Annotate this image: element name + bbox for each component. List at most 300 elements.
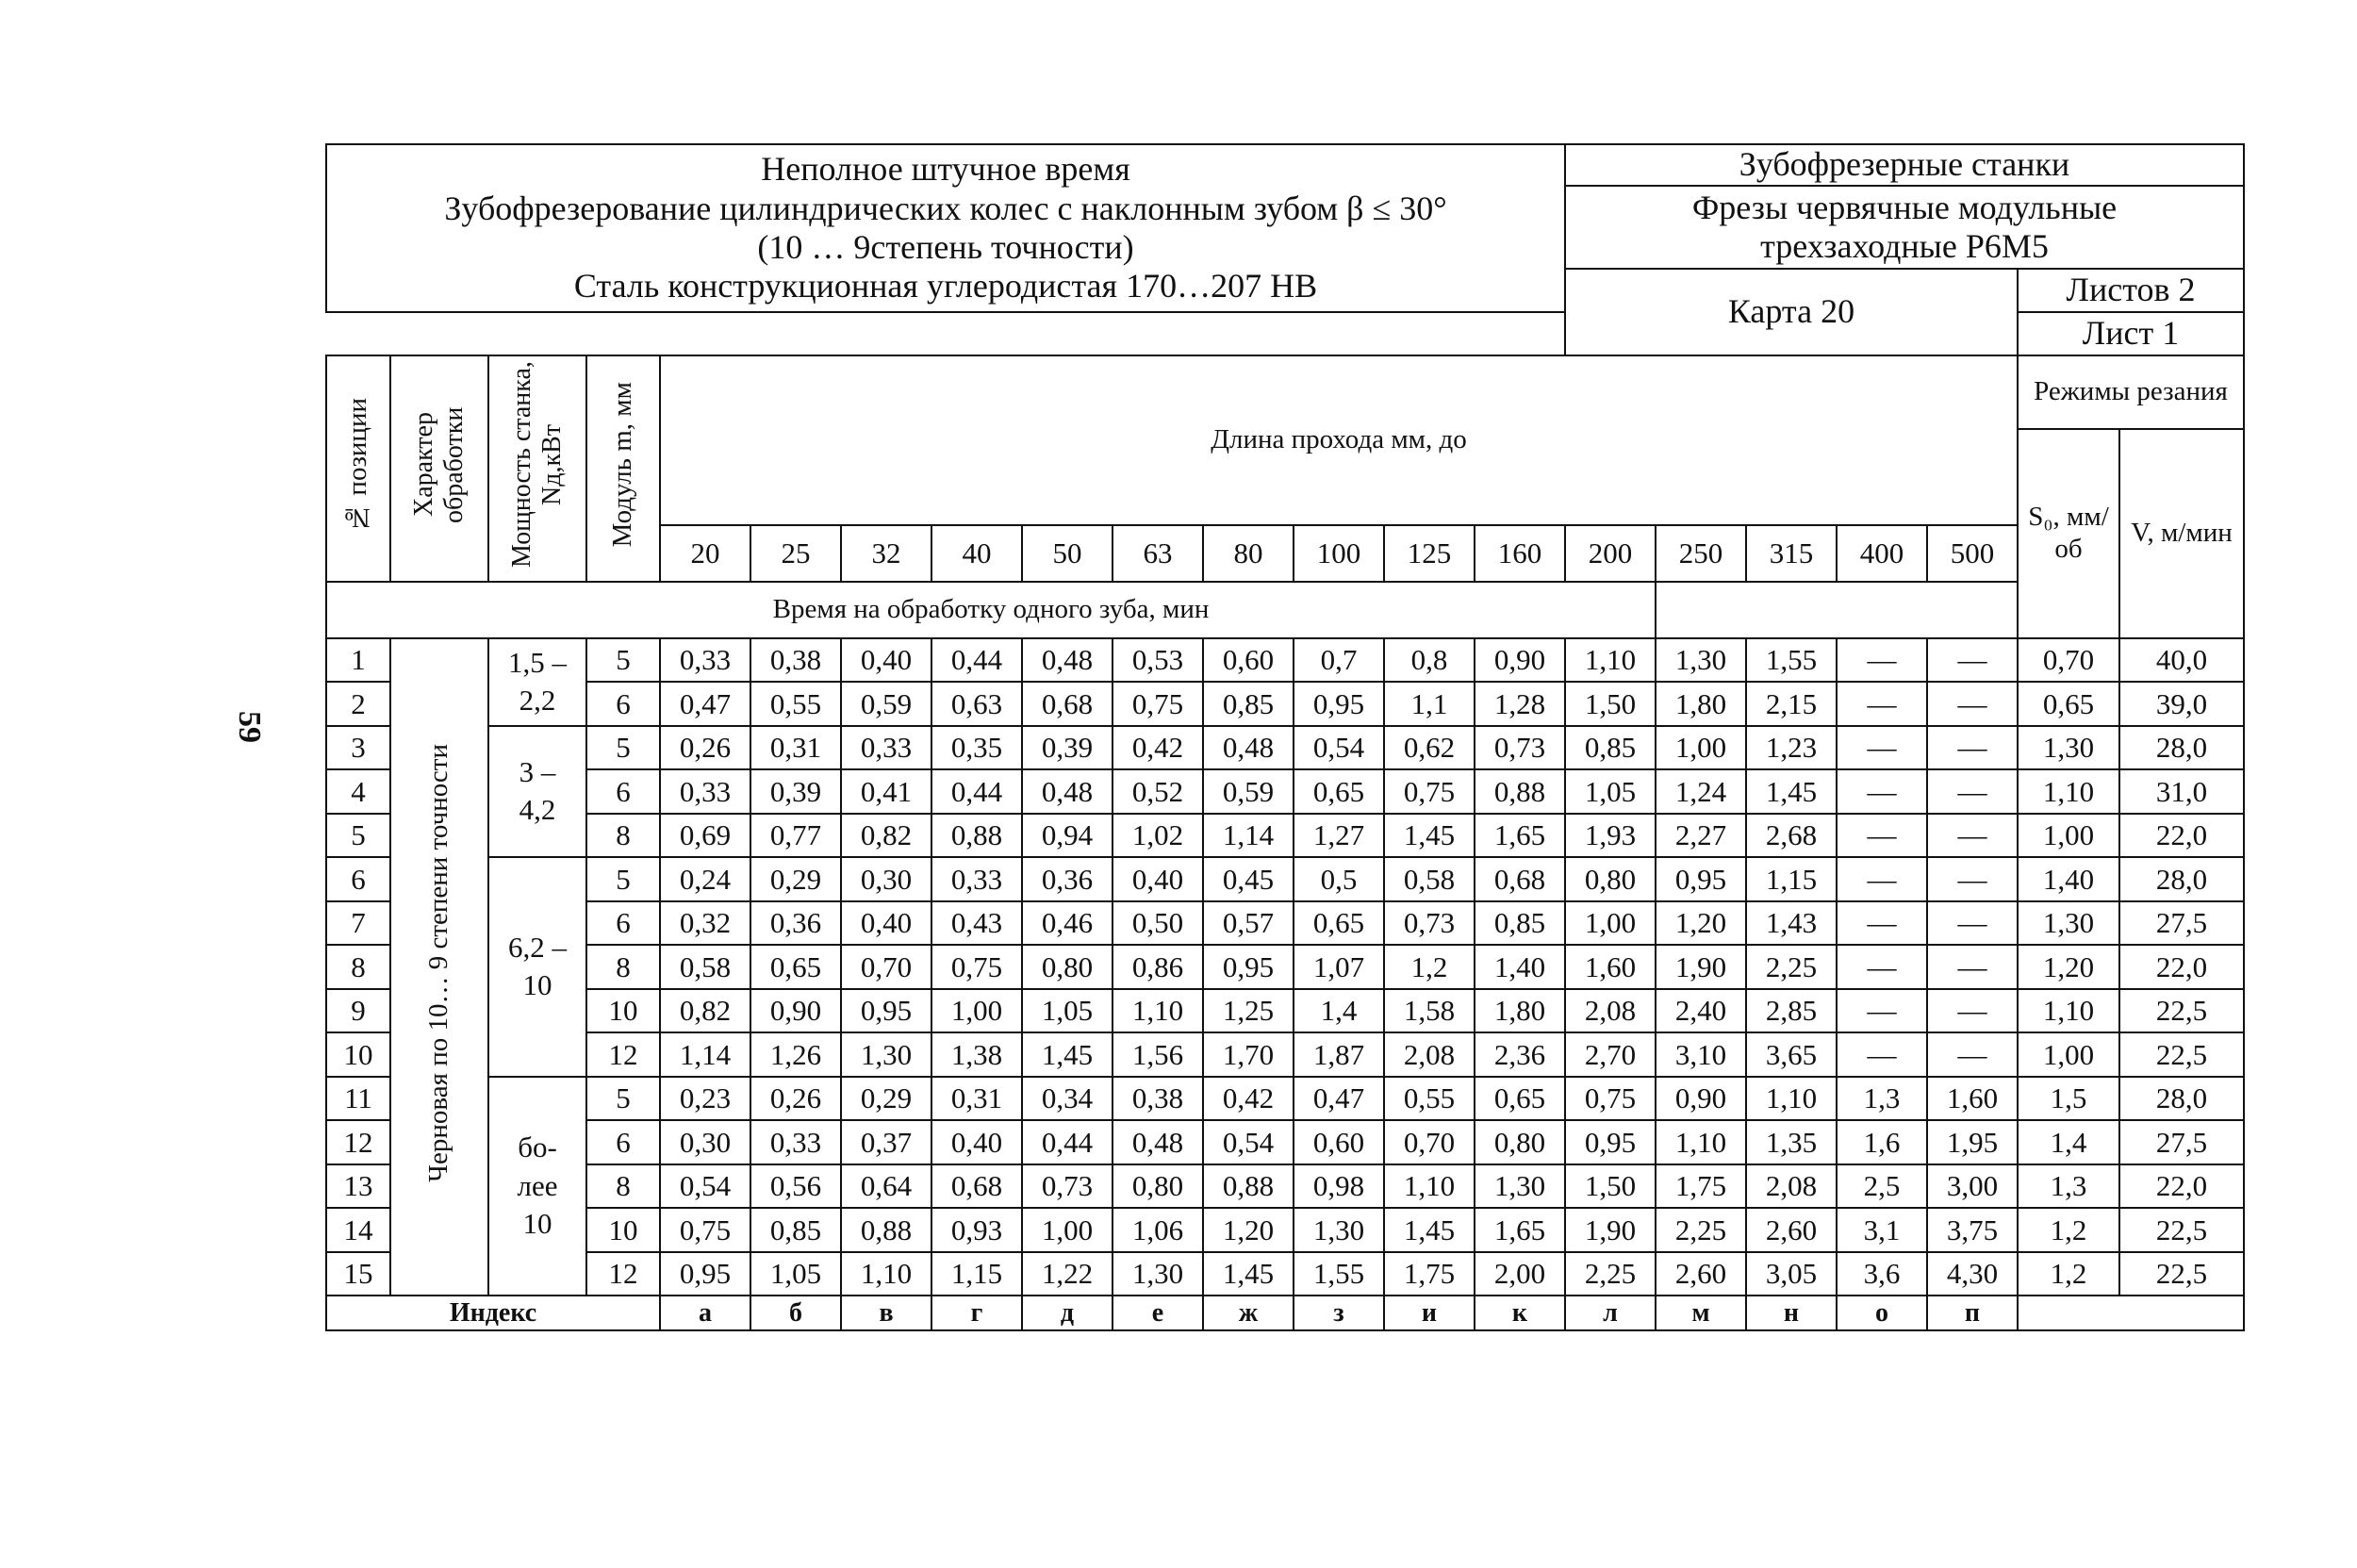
time-cell: 1,65: [1475, 814, 1565, 858]
time-cell: 1,30: [841, 1032, 931, 1077]
position-cell: 14: [326, 1208, 390, 1252]
time-cell: 0,59: [1203, 769, 1294, 814]
time-cell: 1,24: [1656, 769, 1746, 814]
time-cell: —: [1837, 857, 1927, 901]
time-cell: —: [1927, 857, 2018, 901]
time-cell: 1,30: [1475, 1164, 1565, 1209]
time-cell: 0,62: [1384, 726, 1475, 770]
time-cell: 2,25: [1565, 1252, 1656, 1296]
time-cell: 1,20: [1203, 1208, 1294, 1252]
time-cell: 1,23: [1746, 726, 1837, 770]
speed-cell: 27,5: [2119, 901, 2244, 946]
time-cell: 0,68: [1475, 857, 1565, 901]
sheet-number: Лист 1: [2018, 312, 2244, 355]
time-cell: 1,3: [1837, 1077, 1927, 1121]
index-letter: е: [1113, 1296, 1203, 1330]
time-cell: 0,31: [931, 1077, 1022, 1121]
time-cell: 0,95: [1656, 857, 1746, 901]
time-cell: 0,35: [931, 726, 1022, 770]
time-cell: 0,40: [841, 901, 931, 946]
time-cell: —: [1927, 945, 2018, 989]
time-cell: 0,53: [1113, 638, 1203, 683]
table-row: [326, 1032, 2244, 1077]
time-cell: 1,02: [1113, 814, 1203, 858]
time-cell: 1,06: [1113, 1208, 1203, 1252]
time-cell: 1,75: [1384, 1252, 1475, 1296]
table-row: [326, 989, 2244, 1033]
length-400: 400: [1837, 525, 1927, 582]
time-cell: 0,85: [1475, 901, 1565, 946]
time-cell: 1,58: [1384, 989, 1475, 1033]
time-cell: 0,33: [660, 638, 750, 683]
time-cell: —: [1927, 769, 2018, 814]
speed-cell: 22,5: [2119, 1208, 2244, 1252]
time-cell: 0,40: [841, 638, 931, 683]
time-cell: 0,44: [1022, 1120, 1113, 1164]
time-cell: 4,30: [1927, 1252, 2018, 1296]
page-number: 59: [232, 711, 267, 743]
module-cell: 6: [586, 682, 660, 726]
time-cell: 0,90: [1656, 1077, 1746, 1121]
speed-cell: 22,5: [2119, 1252, 2244, 1296]
feed-cell: 1,00: [2018, 1032, 2119, 1077]
time-cell: 0,95: [841, 989, 931, 1033]
table-row: [326, 1252, 2244, 1296]
speed-cell: 22,0: [2119, 1164, 2244, 1209]
time-cell: 1,14: [660, 1032, 750, 1077]
time-cell: 0,47: [660, 682, 750, 726]
time-cell: 0,34: [1022, 1077, 1113, 1121]
table-row: [326, 769, 2244, 814]
index-letter: г: [931, 1296, 1022, 1330]
time-cell: 3,75: [1927, 1208, 2018, 1252]
time-cell: 0,57: [1203, 901, 1294, 946]
time-cell: 2,27: [1656, 814, 1746, 858]
time-cell: 0,46: [1022, 901, 1113, 946]
position-cell: 8: [326, 945, 390, 989]
time-cell: 1,80: [1656, 682, 1746, 726]
position-cell: 6: [326, 857, 390, 901]
position-cell: 1: [326, 638, 390, 683]
position-cell: 3: [326, 726, 390, 770]
time-cell: 0,82: [841, 814, 931, 858]
time-cell: 1,10: [1113, 989, 1203, 1033]
time-cell: 0,59: [841, 682, 931, 726]
time-cell: 0,55: [750, 682, 841, 726]
length-80: 80: [1203, 525, 1294, 582]
index-letter: и: [1384, 1296, 1475, 1330]
index-letter: м: [1656, 1296, 1746, 1330]
time-cell: 3,00: [1927, 1164, 2018, 1209]
time-cell: 2,85: [1746, 989, 1837, 1033]
index-letter: б: [750, 1296, 841, 1330]
table-row: [326, 638, 2244, 683]
length-63: 63: [1113, 525, 1203, 582]
index-letter: н: [1746, 1296, 1837, 1330]
time-cell: 0,75: [1113, 682, 1203, 726]
time-cell: 1,10: [1656, 1120, 1746, 1164]
time-cell: 0,93: [931, 1208, 1022, 1252]
module-cell: 10: [586, 1208, 660, 1252]
time-cell: 1,15: [1746, 857, 1837, 901]
length-25: 25: [750, 525, 841, 582]
modes-header: Режимы резания: [2018, 355, 2244, 429]
module-cell: 5: [586, 638, 660, 683]
time-cell: 0,69: [660, 814, 750, 858]
time-cell: 1,26: [750, 1032, 841, 1077]
time-cell: 0,52: [1113, 769, 1203, 814]
time-cell: 0,90: [750, 989, 841, 1033]
time-cell: 1,22: [1022, 1252, 1113, 1296]
time-cell: 1,15: [931, 1252, 1022, 1296]
machine-type: Зубофрезерные станки: [1565, 144, 2244, 186]
time-cell: 0,63: [931, 682, 1022, 726]
time-cell: 0,47: [1294, 1077, 1384, 1121]
time-cell: 0,73: [1022, 1164, 1113, 1209]
feed-cell: 1,20: [2018, 945, 2119, 989]
time-cell: 0,44: [931, 638, 1022, 683]
time-cell: —: [1837, 1032, 1927, 1077]
time-cell: —: [1837, 945, 1927, 989]
time-cell: 1,60: [1565, 945, 1656, 989]
length-100: 100: [1294, 525, 1384, 582]
feed-header: S₀, мм/ об: [2018, 429, 2119, 638]
table-row: [326, 1208, 2244, 1252]
time-cell: 2,60: [1656, 1252, 1746, 1296]
time-cell: 1,10: [1384, 1164, 1475, 1209]
module-cell: 8: [586, 814, 660, 858]
time-cell: 0,50: [1113, 901, 1203, 946]
time-cell: —: [1837, 989, 1927, 1033]
time-cell: 3,65: [1746, 1032, 1837, 1077]
card-number: Карта 20: [1565, 269, 2018, 355]
time-cell: 0,42: [1113, 726, 1203, 770]
speed-cell: 27,5: [2119, 1120, 2244, 1164]
time-cell: 0,88: [1203, 1164, 1294, 1209]
time-cell: 0,42: [1203, 1077, 1294, 1121]
feed-cell: 1,00: [2018, 814, 2119, 858]
time-cell: 1,10: [841, 1252, 931, 1296]
time-cell: 0,48: [1022, 769, 1113, 814]
module-cell: 5: [586, 857, 660, 901]
time-cell: 0,48: [1022, 638, 1113, 683]
time-cell: 1,40: [1475, 945, 1565, 989]
time-cell: 0,32: [660, 901, 750, 946]
time-cell: 0,38: [750, 638, 841, 683]
feed-cell: 1,2: [2018, 1252, 2119, 1296]
time-cell: 0,29: [841, 1077, 931, 1121]
speed-cell: 31,0: [2119, 769, 2244, 814]
feed-cell: 1,30: [2018, 901, 2119, 946]
index-blank: [2018, 1296, 2244, 1330]
time-cell: 0,88: [1475, 769, 1565, 814]
time-cell: 0,31: [750, 726, 841, 770]
col-position-label: № позиции: [342, 397, 373, 533]
table-row: [326, 726, 2244, 770]
time-cell: 1,05: [1565, 769, 1656, 814]
time-cell: 0,30: [660, 1120, 750, 1164]
index-letter: к: [1475, 1296, 1565, 1330]
time-cell: 0,80: [1113, 1164, 1203, 1209]
feed-cell: 1,2: [2018, 1208, 2119, 1252]
index-label: Индекс: [326, 1296, 660, 1330]
table-row: [326, 857, 2244, 901]
col-processing: [390, 355, 488, 582]
time-cell: 0,8: [1384, 638, 1475, 683]
position-cell: 12: [326, 1120, 390, 1164]
time-cell: 0,64: [841, 1164, 931, 1209]
time-cell: 2,40: [1656, 989, 1746, 1033]
time-cell: 0,26: [750, 1077, 841, 1121]
time-cell: 1,70: [1203, 1032, 1294, 1077]
time-cell: 0,58: [1384, 857, 1475, 901]
time-cell: 1,1: [1384, 682, 1475, 726]
time-cell: —: [1927, 901, 2018, 946]
module-cell: 8: [586, 945, 660, 989]
processing-label: Черновая по 10… 9 степени точности: [423, 744, 454, 1182]
table-row: [326, 1164, 2244, 1209]
index-letter: ж: [1203, 1296, 1294, 1330]
length-header: Длина прохода мм, до: [660, 355, 2018, 525]
time-cell: —: [1837, 814, 1927, 858]
time-cell: 0,88: [841, 1208, 931, 1252]
module-cell: 12: [586, 1032, 660, 1077]
time-cell: —: [1927, 814, 2018, 858]
module-cell: 5: [586, 1077, 660, 1121]
time-cell: 0,48: [1113, 1120, 1203, 1164]
time-cell: 1,55: [1294, 1252, 1384, 1296]
time-cell: 0,68: [1022, 682, 1113, 726]
table-row: [326, 901, 2244, 946]
title-line-4: Сталь конструкционная углеродистая 170…207 НВ: [573, 267, 1318, 305]
time-cell: 0,39: [750, 769, 841, 814]
time-cell: 1,27: [1294, 814, 1384, 858]
time-cell: 2,25: [1656, 1208, 1746, 1252]
time-cell: 0,75: [1384, 769, 1475, 814]
speed-cell: 39,0: [2119, 682, 2244, 726]
time-cell: 1,4: [1294, 989, 1384, 1033]
module-cell: 6: [586, 1120, 660, 1164]
feed-cell: 0,70: [2018, 638, 2119, 683]
feed-cell: 1,10: [2018, 769, 2119, 814]
time-cell: 1,43: [1746, 901, 1837, 946]
time-cell: 1,56: [1113, 1032, 1203, 1077]
time-cell: 1,55: [1746, 638, 1837, 683]
time-cell: 1,93: [1565, 814, 1656, 858]
time-cell: 1,30: [1294, 1208, 1384, 1252]
time-cell: 0,77: [750, 814, 841, 858]
time-cell: 0,48: [1203, 726, 1294, 770]
position-cell: 15: [326, 1252, 390, 1296]
time-cell: 1,6: [1837, 1120, 1927, 1164]
time-cell: 1,60: [1927, 1077, 2018, 1121]
position-cell: 9: [326, 989, 390, 1033]
time-cell: 1,25: [1203, 989, 1294, 1033]
time-cell: —: [1927, 638, 2018, 683]
tool-line-2: трехзаходные Р6М5: [1760, 227, 2049, 265]
time-cell: 1,00: [931, 989, 1022, 1033]
time-cell: 1,38: [931, 1032, 1022, 1077]
time-cell: 1,35: [1746, 1120, 1837, 1164]
table-row: [326, 814, 2244, 858]
time-cell: 1,10: [1565, 638, 1656, 683]
feed-cell: 1,40: [2018, 857, 2119, 901]
time-cell: 0,95: [1294, 682, 1384, 726]
module-cell: 8: [586, 1164, 660, 1209]
speed-header: V, м/мин: [2119, 429, 2244, 638]
col-module-label: Модуль m, мм: [607, 382, 638, 548]
col-position: [326, 355, 390, 582]
title-spacer: [326, 312, 1565, 355]
time-cell: 0,80: [1475, 1120, 1565, 1164]
time-cell: 0,41: [841, 769, 931, 814]
time-cell: 2,70: [1565, 1032, 1656, 1077]
index-row: [326, 1296, 2244, 1330]
time-cell: 0,60: [1294, 1120, 1384, 1164]
feed-cell: 0,65: [2018, 682, 2119, 726]
time-cell: 2,60: [1746, 1208, 1837, 1252]
index-letter: п: [1927, 1296, 2018, 1330]
time-cell: 0,80: [1022, 945, 1113, 989]
time-cell: 0,65: [1294, 769, 1384, 814]
speed-cell: 22,0: [2119, 814, 2244, 858]
time-cell: 0,24: [660, 857, 750, 901]
time-cell: 0,36: [1022, 857, 1113, 901]
time-cell: 1,10: [1746, 1077, 1837, 1121]
time-cell: 0,44: [931, 769, 1022, 814]
index-letter: а: [660, 1296, 750, 1330]
time-cell: 0,95: [1565, 1120, 1656, 1164]
title-line-3: (10 … 9степень точности): [757, 228, 1134, 266]
time-cell: —: [1837, 901, 1927, 946]
time-cell: 1,80: [1475, 989, 1565, 1033]
length-32: 32: [841, 525, 931, 582]
position-cell: 5: [326, 814, 390, 858]
time-cell: 0,86: [1113, 945, 1203, 989]
position-cell: 11: [326, 1077, 390, 1121]
table-row: [326, 682, 2244, 726]
time-cell: 0,54: [1203, 1120, 1294, 1164]
time-cell: 0,73: [1384, 901, 1475, 946]
length-40: 40: [931, 525, 1022, 582]
table-row: [326, 945, 2244, 989]
speed-cell: 22,5: [2119, 1032, 2244, 1077]
data-body: [326, 638, 2244, 1296]
index-letter: д: [1022, 1296, 1113, 1330]
module-cell: 5: [586, 726, 660, 770]
time-header: Время на обработку одного зуба, мин: [326, 582, 1656, 638]
feed-cell: 1,30: [2018, 726, 2119, 770]
time-cell: 2,5: [1837, 1164, 1927, 1209]
time-cell: 0,26: [660, 726, 750, 770]
time-cell: 0,70: [1384, 1120, 1475, 1164]
length-125: 125: [1384, 525, 1475, 582]
module-cell: 10: [586, 989, 660, 1033]
time-cell: 1,30: [1113, 1252, 1203, 1296]
time-cell: 0,98: [1294, 1164, 1384, 1209]
power-group-cell: 3 – 4,2: [488, 726, 586, 858]
length-315: 315: [1746, 525, 1837, 582]
title-line-2: Зубофрезерование цилиндрических колес с наклонным зубом β ≤ 30°: [444, 189, 1447, 227]
time-cell: 0,70: [841, 945, 931, 989]
time-cell: 1,14: [1203, 814, 1294, 858]
time-cell: 0,95: [1203, 945, 1294, 989]
time-cell: 2,00: [1475, 1252, 1565, 1296]
time-cell: 1,45: [1384, 1208, 1475, 1252]
position-cell: 13: [326, 1164, 390, 1209]
time-cell: 2,68: [1746, 814, 1837, 858]
feed-cell: 1,10: [2018, 989, 2119, 1033]
time-cell: 0,33: [841, 726, 931, 770]
time-cell: 3,10: [1656, 1032, 1746, 1077]
time-cell: 0,30: [841, 857, 931, 901]
time-cell: 1,2: [1384, 945, 1475, 989]
time-cell: —: [1837, 726, 1927, 770]
time-cell: 1,45: [1384, 814, 1475, 858]
time-cell: 1,07: [1294, 945, 1384, 989]
time-cell: 1,45: [1022, 1032, 1113, 1077]
time-cell: 1,05: [1022, 989, 1113, 1033]
length-50: 50: [1022, 525, 1113, 582]
speed-cell: 28,0: [2119, 1077, 2244, 1121]
speed-cell: 28,0: [2119, 857, 2244, 901]
index-letter: л: [1565, 1296, 1656, 1330]
title-line-1: Неполное штучное время: [761, 150, 1130, 189]
time-cell: 1,45: [1203, 1252, 1294, 1296]
norm-card-table: [325, 143, 2245, 1331]
sheets-total: Листов 2: [2018, 269, 2244, 312]
time-cell: 0,65: [1475, 1077, 1565, 1121]
index-letter: о: [1837, 1296, 1927, 1330]
time-cell: 0,65: [1294, 901, 1384, 946]
time-cell: 1,90: [1565, 1208, 1656, 1252]
time-cell: 0,75: [931, 945, 1022, 989]
time-cell: 0,85: [1565, 726, 1656, 770]
time-cell: 2,08: [1746, 1164, 1837, 1209]
time-cell: 0,82: [660, 989, 750, 1033]
module-cell: 6: [586, 901, 660, 946]
time-cell: 0,90: [1475, 638, 1565, 683]
time-cell: 0,56: [750, 1164, 841, 1209]
feed-cell: 1,4: [2018, 1120, 2119, 1164]
col-power-label: Мощность станка, Nд,кВт: [506, 361, 567, 569]
power-group-cell: бо- лее 10: [488, 1077, 586, 1296]
time-cell: 1,87: [1294, 1032, 1384, 1077]
index-letter: в: [841, 1296, 931, 1330]
processing-cell: [390, 638, 488, 1296]
time-cell: 1,00: [1565, 901, 1656, 946]
card-title: [326, 144, 1565, 312]
time-cell: 1,00: [1656, 726, 1746, 770]
time-cell: 0,68: [931, 1164, 1022, 1209]
power-group-cell: 6,2 – 10: [488, 857, 586, 1077]
time-cell: 1,90: [1656, 945, 1746, 989]
time-cell: 3,1: [1837, 1208, 1927, 1252]
time-cell: 3,05: [1746, 1252, 1837, 1296]
time-cell: 2,08: [1565, 989, 1656, 1033]
table-row: [326, 1077, 2244, 1121]
time-cell: 1,75: [1656, 1164, 1746, 1209]
time-cell: 1,30: [1656, 638, 1746, 683]
time-cell: 1,28: [1475, 682, 1565, 726]
speed-cell: 28,0: [2119, 726, 2244, 770]
time-cell: 0,75: [1565, 1077, 1656, 1121]
time-cell: 0,94: [1022, 814, 1113, 858]
time-cell: 0,80: [1565, 857, 1656, 901]
length-500: 500: [1927, 525, 2018, 582]
time-cell: 1,20: [1656, 901, 1746, 946]
time-cell: 0,54: [1294, 726, 1384, 770]
